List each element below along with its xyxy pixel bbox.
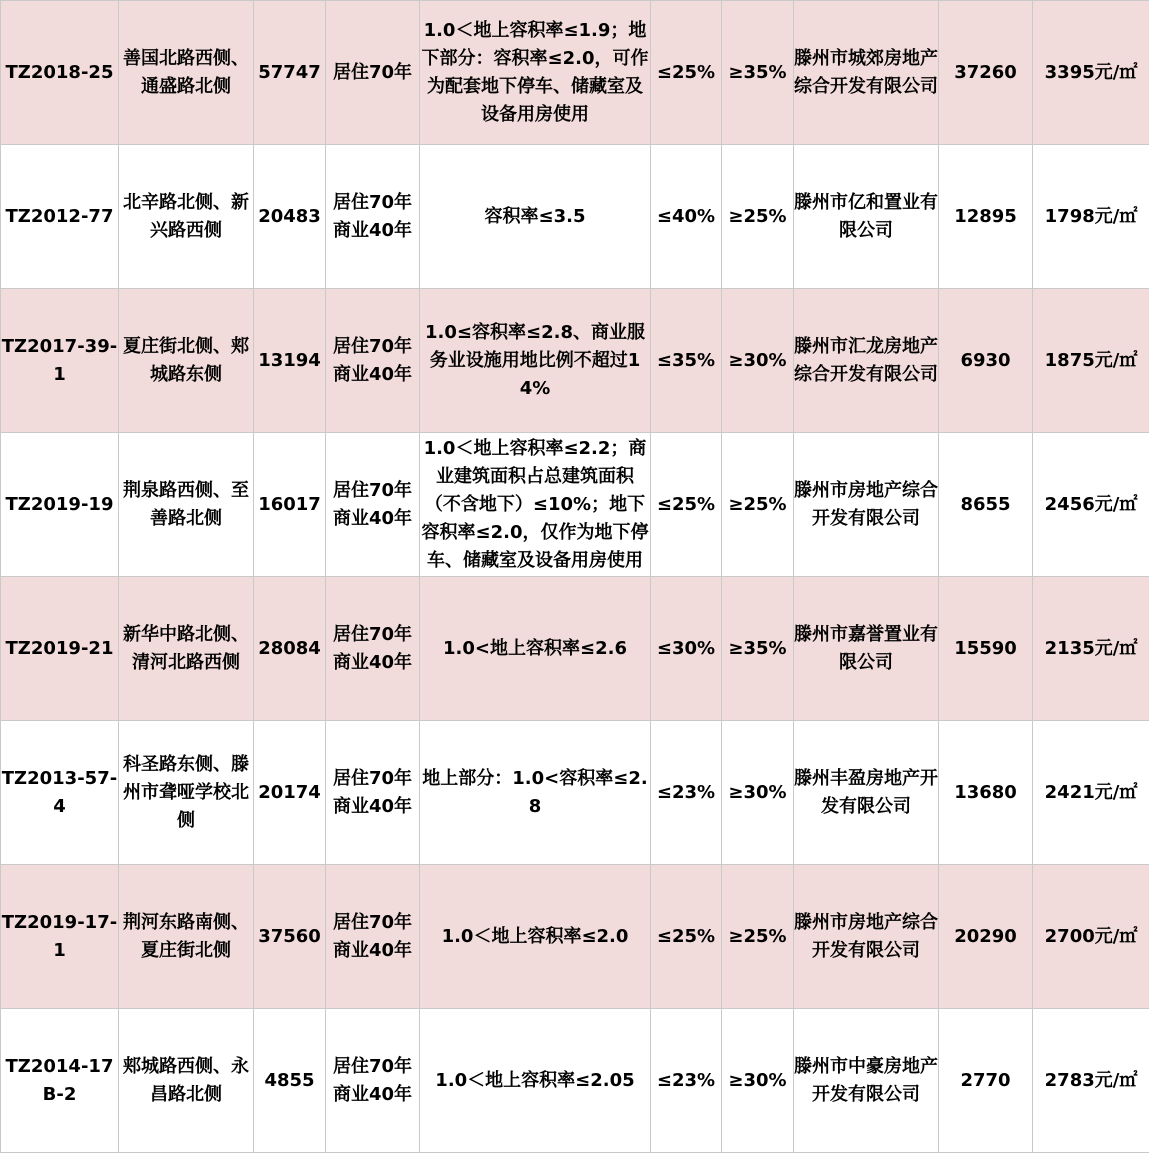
winning-company-cell: 滕州市亿和置业有限公司 [794,145,939,289]
plot-ratio-condition-cell: 地上部分：1.0<容积率≤2.8 [420,721,651,865]
land-use-term-cell: 居住70年商业40年 [326,1009,420,1153]
location-cell: 善国北路西侧、通盛路北侧 [119,1,254,145]
plot-ratio-condition-cell: 1.0≤容积率≤2.8、商业服务业设施用地比例不超过14% [420,289,651,433]
land-area-cell: 13194 [254,289,326,433]
land-use-term-cell: 居住70年商业40年 [326,577,420,721]
table-row [1,1009,1149,1153]
plot-ratio-condition-cell: 容积率≤3.5 [420,145,651,289]
building-area-cell: 13680 [939,721,1033,865]
building-area-cell: 37260 [939,1,1033,145]
plot-ratio-condition-cell: 1.0＜地上容积率≤1.9；地下部分：容积率≤2.0，可作为配套地下停车、储藏室及设备用房使用 [420,1,651,145]
plot-ratio-condition-cell: 1.0＜地上容积率≤2.05 [420,1009,651,1153]
land-use-term-cell: 居住70年商业40年 [326,433,420,577]
winning-company-cell: 滕州丰盈房地产开发有限公司 [794,721,939,865]
land-use-term-cell: 居住70年 [326,1,420,145]
land-area-cell: 20174 [254,721,326,865]
building-area-cell: 12895 [939,145,1033,289]
land-use-term-cell: 居住70年商业40年 [326,865,420,1009]
floor-price-cell: 2456元/㎡ [1033,433,1149,577]
floor-price-cell: 1875元/㎡ [1033,289,1149,433]
winning-company-cell: 滕州市嘉誉置业有限公司 [794,577,939,721]
table-row [1,433,1149,577]
building-density-cell: ≤23% [651,721,722,865]
building-area-cell: 15590 [939,577,1033,721]
building-density-cell: ≤30% [651,577,722,721]
plot-ratio-condition-cell: 1.0＜地上容积率≤2.0 [420,865,651,1009]
land-area-cell: 4855 [254,1009,326,1153]
winning-company-cell: 滕州市城郊房地产综合开发有限公司 [794,1,939,145]
floor-price-cell: 3395元/㎡ [1033,1,1149,145]
parcel-code-cell: TZ2018-25 [1,1,119,145]
green-ratio-cell: ≥30% [722,1009,794,1153]
green-ratio-cell: ≥25% [722,865,794,1009]
land-area-cell: 57747 [254,1,326,145]
floor-price-cell: 2135元/㎡ [1033,577,1149,721]
land-use-term-cell: 居住70年商业40年 [326,289,420,433]
parcel-code-cell: TZ2012-77 [1,145,119,289]
location-cell: 荆泉路西侧、至善路北侧 [119,433,254,577]
building-density-cell: ≤35% [651,289,722,433]
floor-price-cell: 2700元/㎡ [1033,865,1149,1009]
location-cell: 荆河东路南侧、夏庄街北侧 [119,865,254,1009]
parcel-code-cell: TZ2019-21 [1,577,119,721]
parcel-code-cell: TZ2013-57-4 [1,721,119,865]
green-ratio-cell: ≥25% [722,145,794,289]
table-row [1,865,1149,1009]
building-area-cell: 6930 [939,289,1033,433]
table-row [1,289,1149,433]
winning-company-cell: 滕州市房地产综合开发有限公司 [794,433,939,577]
land-area-cell: 28084 [254,577,326,721]
parcel-code-cell: TZ2017-39-1 [1,289,119,433]
table-row [1,577,1149,721]
green-ratio-cell: ≥30% [722,721,794,865]
green-ratio-cell: ≥35% [722,1,794,145]
floor-price-cell: 1798元/㎡ [1033,145,1149,289]
building-area-cell: 8655 [939,433,1033,577]
winning-company-cell: 滕州市汇龙房地产综合开发有限公司 [794,289,939,433]
building-density-cell: ≤23% [651,1009,722,1153]
green-ratio-cell: ≥25% [722,433,794,577]
building-density-cell: ≤25% [651,865,722,1009]
location-cell: 夏庄街北侧、郏城路东侧 [119,289,254,433]
land-area-cell: 20483 [254,145,326,289]
plot-ratio-condition-cell: 1.0<地上容积率≤2.6 [420,577,651,721]
land-use-term-cell: 居住70年商业40年 [326,145,420,289]
parcel-code-cell: TZ2019-19 [1,433,119,577]
green-ratio-cell: ≥30% [722,289,794,433]
building-area-cell: 2770 [939,1009,1033,1153]
land-use-term-cell: 居住70年商业40年 [326,721,420,865]
building-area-cell: 20290 [939,865,1033,1009]
location-cell: 新华中路北侧、清河北路西侧 [119,577,254,721]
table-row [1,145,1149,289]
building-density-cell: ≤25% [651,1,722,145]
parcel-code-cell: TZ2014-17B-2 [1,1009,119,1153]
winning-company-cell: 滕州市房地产综合开发有限公司 [794,865,939,1009]
building-density-cell: ≤25% [651,433,722,577]
table-row [1,721,1149,865]
location-cell: 北辛路北侧、新兴路西侧 [119,145,254,289]
location-cell: 科圣路东侧、滕州市聋哑学校北侧 [119,721,254,865]
winning-company-cell: 滕州市中豪房地产开发有限公司 [794,1009,939,1153]
table-row [1,1,1149,145]
green-ratio-cell: ≥35% [722,577,794,721]
floor-price-cell: 2421元/㎡ [1033,721,1149,865]
land-area-cell: 37560 [254,865,326,1009]
floor-price-cell: 2783元/㎡ [1033,1009,1149,1153]
plot-ratio-condition-cell: 1.0＜地上容积率≤2.2；商业建筑面积占总建筑面积（不含地下）≤10%；地下容积率≤2.0，仅作为地下停车、储藏室及设备用房使用 [420,433,651,577]
land-area-cell: 16017 [254,433,326,577]
location-cell: 郏城路西侧、永昌路北侧 [119,1009,254,1153]
building-density-cell: ≤40% [651,145,722,289]
parcel-code-cell: TZ2019-17-1 [1,865,119,1009]
